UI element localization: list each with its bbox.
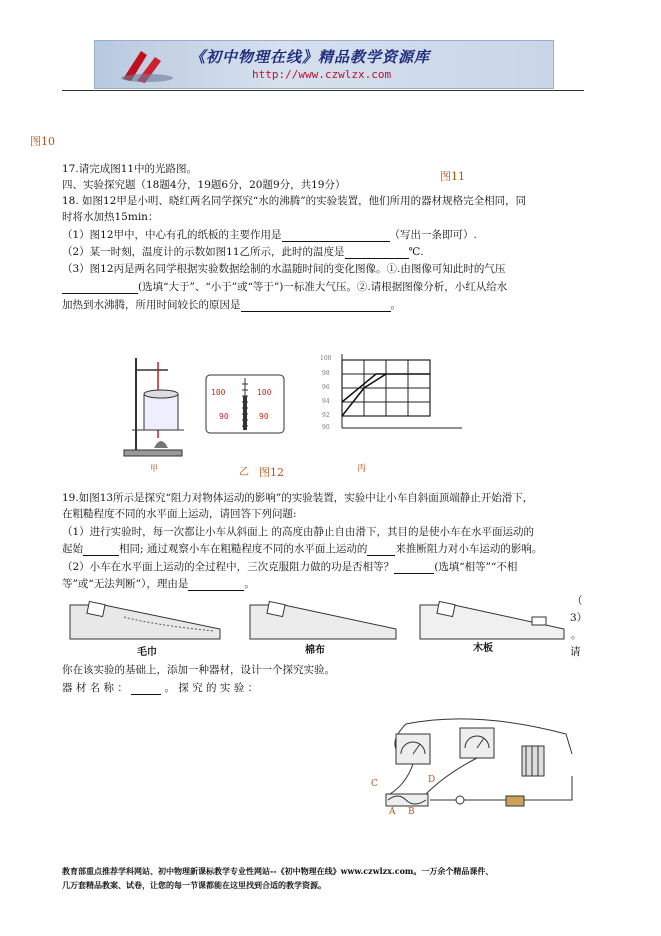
circuit-diagram bbox=[366, 714, 584, 820]
header-rule bbox=[62, 90, 584, 91]
question-19-part2-line2 bbox=[62, 578, 255, 591]
figure-12-temperature-graph bbox=[316, 350, 464, 432]
circuit-label-d: D bbox=[428, 775, 436, 785]
q19-2-text-2: 等”或“无法判断”），理由是 bbox=[62, 578, 189, 590]
question-19-part1-line2 bbox=[62, 543, 542, 556]
surface-towel-label: 毛巾 bbox=[137, 647, 157, 658]
footer-line1: 教育部重点推荐学科网站、初中物理新课标教学专业性网站--《初中物理在线》www.czwlzx.com。一万余个精品课件、 bbox=[62, 866, 494, 876]
q18-3-blank-2[interactable] bbox=[241, 300, 391, 312]
q19-2-tail: 。 bbox=[244, 578, 255, 590]
question-18-part1 bbox=[62, 229, 477, 242]
q19-3-dot: 。 bbox=[571, 629, 582, 641]
q18-1-blank[interactable] bbox=[282, 230, 390, 242]
ramp-wood bbox=[414, 597, 570, 645]
q19-1-blank-1[interactable] bbox=[83, 544, 119, 556]
banner-url: http://www.czwlzx.com bbox=[252, 68, 392, 81]
graph-tick-3: 96 bbox=[322, 384, 330, 391]
question-18-part2 bbox=[62, 246, 424, 259]
header-banner bbox=[94, 40, 554, 89]
thermo-bottom-right: 90 bbox=[259, 412, 269, 421]
thermo-bottom-left: 90 bbox=[219, 412, 229, 421]
q19-2-blank-1[interactable] bbox=[394, 562, 434, 574]
figure-12-yi: 乙 bbox=[239, 467, 249, 478]
footer-line2: 几万套精品教案、试卷，让您的每一节课都能在这里找到合适的教学资源。 bbox=[62, 880, 326, 890]
question-17: 17.请完成图11中的光路图。 bbox=[62, 163, 198, 175]
graph-tick-6: 90 bbox=[322, 424, 330, 431]
graph-tick-1: 100 bbox=[320, 355, 332, 362]
figure-11-label: 图11 bbox=[440, 170, 465, 183]
thermo-top-right: 100 bbox=[257, 388, 272, 397]
question-19-part3-line1: 你在该实验的基础上，添加一种器材，设计一个探究实验。 bbox=[62, 664, 335, 676]
ramp-cotton bbox=[244, 597, 402, 645]
q19-1-start: 起始 bbox=[62, 543, 83, 555]
circuit-label-b: B bbox=[408, 807, 415, 817]
graph-tick-2: 98 bbox=[322, 370, 330, 377]
figure-12-bing: 丙 bbox=[357, 464, 367, 474]
ramp-towel bbox=[64, 597, 224, 645]
question-18-part3-line1: （3）图12丙是两名同学根据实验数据绘制的水温随时间的变化图像。①.由图像可知此时的气压 bbox=[62, 263, 506, 275]
q18-1-tail: （写出一条即可）. bbox=[389, 229, 477, 241]
graph-tick-5: 92 bbox=[322, 412, 330, 419]
q18-3-text-2: 加热到水沸腾，所用时间较长的原因是 bbox=[62, 299, 241, 311]
question-19-part1-line1: （1）进行实验时，每一次都让小车从斜面上 的高度由静止自由滑下，其目的是使小车在水平面运动的 bbox=[62, 526, 535, 538]
figure-12-apparatus bbox=[118, 352, 188, 464]
question-18-line1: 18. 如图12甲是小明、晓红两名同学探究“水的沸腾”的实验装置，他们所用的器材规格完全相同，同 bbox=[62, 195, 527, 207]
thermo-top-left: 100 bbox=[211, 388, 226, 397]
q19-3-qing: 请 bbox=[570, 646, 581, 658]
q18-3-tail: 。 bbox=[390, 299, 401, 311]
q18-2-tail: ℃. bbox=[408, 246, 424, 258]
q19-2-text: （2）小车在水平面上运动的全过程中，三次克服阻力做的功是否相等？ bbox=[62, 561, 395, 573]
figure-12-label: 图12 bbox=[259, 466, 284, 479]
logo-icon bbox=[117, 45, 177, 85]
circuit-label-c: C bbox=[371, 779, 378, 789]
q19-3-material: 器 材 名 称 ： bbox=[62, 682, 128, 694]
question-18-line2: 时将水加热15min： bbox=[62, 211, 159, 223]
q19-1-tail: 来推断阻力对小车运动的影响。 bbox=[395, 543, 543, 555]
circuit-label-a: A bbox=[389, 807, 396, 817]
q19-2-options: (选填“相等”“不相 bbox=[434, 561, 518, 573]
q19-3-mid: 。 探 究 的 实 验 ： bbox=[164, 682, 259, 694]
q19-1-mid: 相同; 通过观察小车在粗糙程度不同的水平面上运动的 bbox=[119, 543, 368, 555]
question-18-part3-line2 bbox=[62, 281, 507, 294]
question-18-part3-line3 bbox=[62, 299, 401, 312]
section-4-heading: 四、实验探究题（18题4分，19题6分，20题9分，共19分） bbox=[62, 179, 346, 191]
q18-1-text: （1）图12甲中，中心有孔的纸板的主要作用是 bbox=[62, 229, 282, 241]
graph-tick-4: 94 bbox=[322, 398, 330, 405]
question-19-part2-line1 bbox=[62, 561, 517, 574]
surface-cotton-label: 棉布 bbox=[305, 645, 325, 656]
q18-2-text: （2）某一时刻，温度计的示数如图11乙所示，此时的温度是 bbox=[62, 246, 345, 258]
q19-3-paren: （ bbox=[572, 595, 583, 607]
q19-1-blank-2[interactable] bbox=[367, 544, 395, 556]
figure-10-label: 图10 bbox=[30, 135, 55, 148]
question-19-part3-line2 bbox=[62, 682, 258, 695]
figure-12-thermometer bbox=[205, 374, 285, 434]
q18-2-blank[interactable] bbox=[345, 247, 409, 259]
surface-wood-label: 木板 bbox=[473, 643, 493, 654]
figure-12-jia: 甲 bbox=[150, 464, 158, 473]
q18-3-blank-1[interactable] bbox=[62, 282, 138, 294]
q19-2-blank-2[interactable] bbox=[188, 579, 244, 591]
q19-3-number: 3） bbox=[570, 612, 588, 624]
question-19-line2: 在粗糙程度不同的水平面上运动，请回答下列问题: bbox=[62, 508, 297, 520]
q18-3-text: (选填“大于”、“小于”或“等于”)一标准大气压。②.请根据图像分析，小红从给水 bbox=[138, 281, 508, 293]
banner-title: 《初中物理在线》精品教学资源库 bbox=[190, 48, 431, 66]
q19-3-blank[interactable] bbox=[131, 683, 161, 695]
question-19-line1: 19.如图13所示是探究“阻力对物体运动的影响”的实验装置，实验中让小车自斜面顶端静止开始滑下， bbox=[62, 492, 534, 504]
